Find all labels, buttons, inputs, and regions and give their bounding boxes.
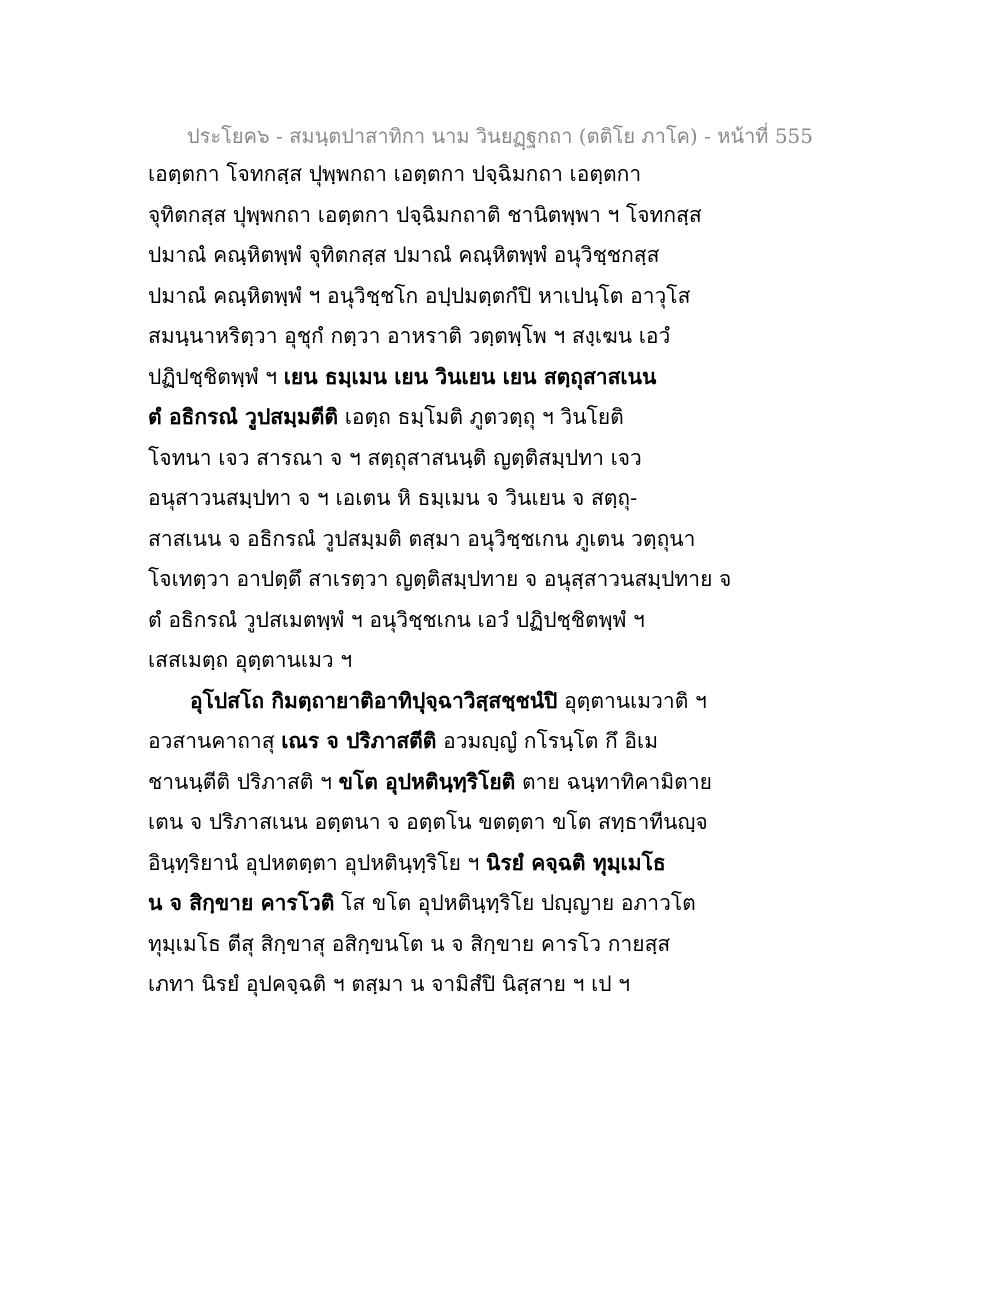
text-span: อินฺทฺริยานํ อุปหตตฺตา อุปหตินฺทฺริโย ฯ [148, 850, 487, 875]
text-span: เอตฺถ ธมฺโมติ ภูตวตฺถุ ฯ วินโยติ [338, 405, 624, 429]
text-span: โส ขโต อุปหตินฺทฺริโย ปญฺญาย อภาวโต [334, 891, 696, 915]
text-line: สมนฺนาหริตฺวา อุชุกํ กตฺวา อาหราติ วตฺตพฺโพ ฯ สงฺเฆน เอวํ [148, 324, 671, 348]
text-line: ตํ อธิกรณํ วูปสเมตพฺพํ ฯ อนุวิชฺชเกน เอวํ ปฏิปชฺชิตพฺพํ ฯ [148, 607, 645, 632]
text-line: เสสเมตฺถ อุตฺตานเมว ฯ [148, 648, 353, 672]
bold-term: น จ สิกฺขาย คารโวติ [148, 890, 335, 915]
body-text [148, 160, 868, 1011]
text-line: จุทิตกสฺส ปุพฺพกถา เอตฺตกา ปจฺฉิมกถาติ ชานิตพฺพา ฯ โจทกสฺส [148, 202, 702, 227]
text-line [148, 768, 868, 809]
text-line [148, 403, 868, 444]
text-line: อนุสาวนสมฺปทา จ ฯ เอเตน หิ ธมฺเมน จ วินเยน จ สตฺถุ- [148, 486, 638, 510]
text-span: อวมญฺญํ กโรนฺโต กึ อิเม [436, 729, 659, 753]
text-line [148, 889, 868, 930]
text-line: ปมาณํ คณฺหิตพฺพํ ฯ อนุวิชฺชโก อปฺปมตฺตกํปิ หาเปนฺโต อาวุโส [148, 283, 691, 308]
text-line [148, 727, 868, 768]
bold-term: อุโปสโถ กิมตฺถายาติอาทิปุจฺฉาวิสฺสชฺชนํปิ [190, 687, 558, 713]
text-span: ปฏิปชฺชิตพฺพํ ฯ [148, 364, 284, 389]
text-line: สาสเนน จ อธิกรณํ วูปสมฺมติ ตสฺมา อนุวิชฺชเกน ภูเตน วตฺถุนา [148, 526, 696, 551]
text-line: เภทา นิรยํ อุปคจฺฉติ ฯ ตสฺมา น จามิสํปิ นิสฺสาย ฯ เป ฯ [148, 972, 631, 996]
bold-term: ขโต อุปหตินฺทฺริโยติ [338, 768, 516, 794]
text-span: ตาย ฉนฺทาทิคามิตาย [515, 769, 712, 794]
text-line [148, 363, 868, 404]
text-line: โจทนา เจว สารณา จ ฯ สตฺถุสาสนนฺติ ญตฺติสมฺปทา เจว [148, 445, 642, 470]
page-header: ประโยค๖ - สมนฺตปาสาทิกา นาม วินยฏฺฐกถา (ตติโย ภาโค) - หน้าที่ 555 [186, 124, 814, 148]
text-span: ชานนฺตีติ ปริภาสติ ฯ [148, 769, 339, 794]
text-line: ปมาณํ คณฺหิตพฺพํ จุทิตกสฺส ปมาณํ คณฺหิตพฺพํ อนุวิชฺชกสฺส [148, 243, 660, 267]
bold-term: เยน ธมฺเมน เยน วินเยน เยน สตฺถุสาสเนน [283, 363, 657, 389]
text-span: อุตฺตานเมวาติ ฯ [557, 688, 707, 713]
text-line: เอตฺตกา โจทกสฺส ปุพฺพกถา เอตฺตกา ปจฺฉิมกถา เอตฺตกา [148, 162, 642, 186]
text-line: โจเทตฺวา อาปตฺตึ สาเรตฺวา ญตฺติสมฺปทาย จ อนุสฺสาวนสมฺปทาย จ [148, 567, 732, 591]
bold-term: เณร จ ปริภาสตีติ [281, 728, 437, 753]
bold-term: ตํ อธิกรณํ วูปสมฺมตีติ [148, 404, 339, 429]
text-line [148, 849, 868, 890]
bold-term: นิรยํ คจฺฉติ ทุมฺเมโธ [486, 849, 666, 875]
text-line: เตน จ ปริภาสเนน อตฺตนา จ อตฺตโน ขตตฺตา ขโต สทฺธาทีนญฺจ [148, 810, 708, 834]
text-line [148, 687, 868, 728]
text-span: อวสานคาถาสุ [148, 729, 282, 753]
text-line: ทุมฺเมโธ ตีสุ สิกฺขาสุ อสิกฺขนโต น จ สิกฺขาย คารโว กายสฺส [148, 931, 671, 956]
